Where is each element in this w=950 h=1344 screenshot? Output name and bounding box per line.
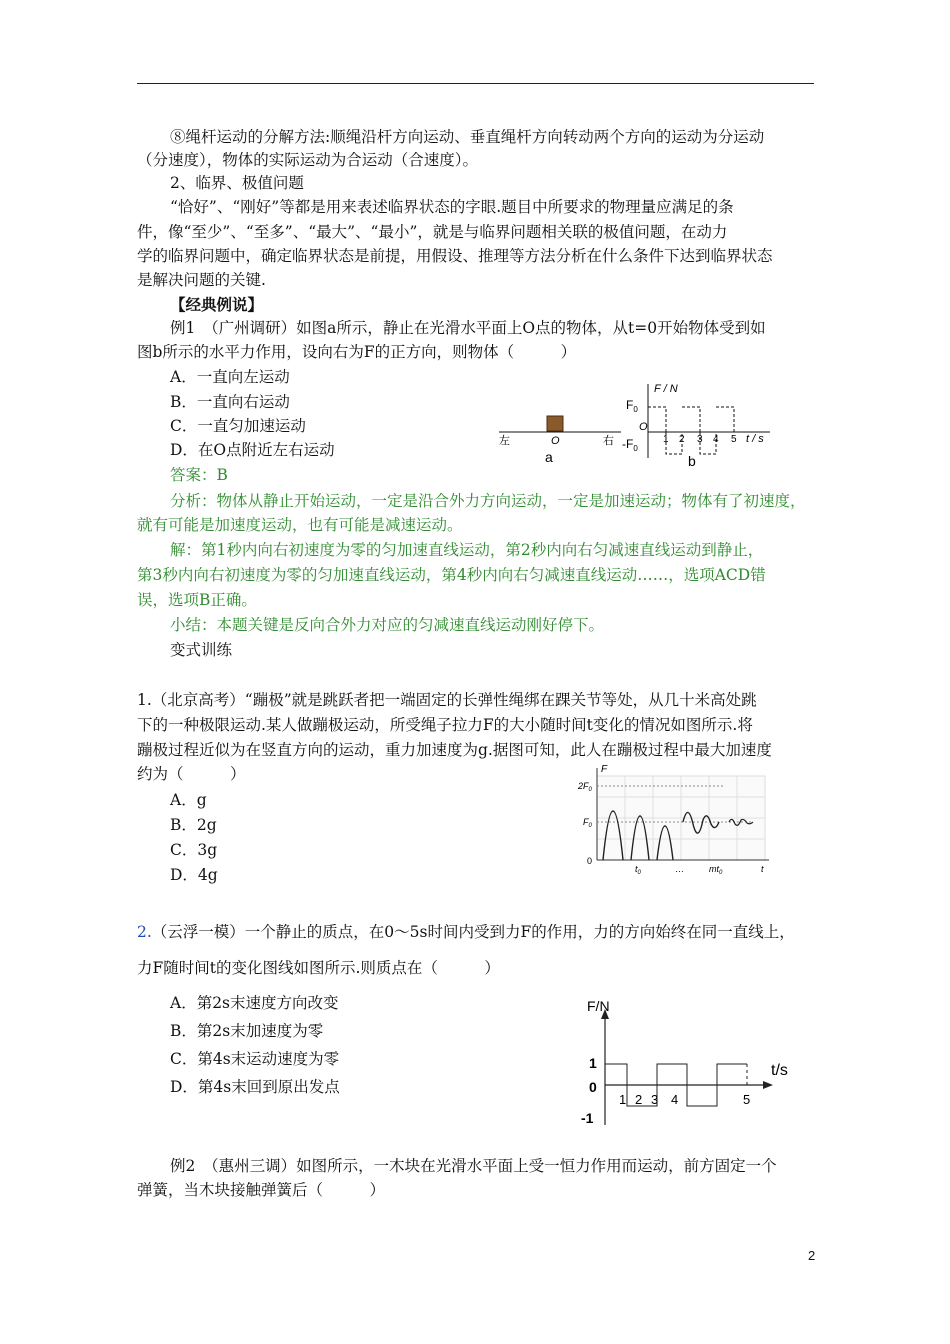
- square-wave: [716, 407, 734, 432]
- example-2-line: 弹簧，当木块接触弹簧后（ ）: [137, 1181, 386, 1199]
- option-b: B．第2s末加速度为零: [170, 1022, 324, 1040]
- header-rule: [137, 83, 814, 84]
- question-1-line: 下的一种极限运动.某人做蹦极运动，所受绳子拉力F的大小随时间t变化的情况如图所示.将: [137, 716, 753, 734]
- answer: 答案：B: [170, 466, 228, 484]
- f-axis-label: F: [601, 764, 608, 775]
- ellipsis-label: …: [675, 864, 684, 874]
- tick-4: 4: [671, 1092, 679, 1107]
- para-line: 是解决问题的关键.: [137, 271, 266, 289]
- summary-line: 小结：本题关键是反向合外力对应的匀减速直线运动刚好停下。: [170, 616, 605, 634]
- question-1-line: 1.（北京高考）“蹦极”就是跳跃者把一端固定的长弹性绳绑在踝关节等处，从几十米高处跳: [137, 691, 757, 709]
- question-2-line: 力F随时间t的变化图线如图所示.则质点在（ ）: [137, 959, 500, 977]
- analysis-line: 分析：物体从静止开始运动，一定是沿合外力方向运动，一定是加速运动；物体有了初速度，: [170, 492, 806, 510]
- force-time-graph: [575, 995, 805, 1130]
- tick-3: 3: [651, 1092, 659, 1107]
- square-wave: [682, 407, 700, 432]
- origin-label: O: [639, 421, 648, 433]
- t-axis-label: t / s: [746, 433, 764, 445]
- option-d: D．第4s末回到原出发点: [170, 1078, 340, 1096]
- f-axis-label: F / N: [654, 383, 678, 395]
- tick-2: 2: [635, 1092, 643, 1107]
- analysis-line: 就有可能是加速度运动，也有可能是减速运动。: [137, 516, 463, 534]
- neg-f0-label: $-F_0$: [622, 437, 638, 453]
- para-line: 件，像“至少”、“至多”、“最大”、“最小”，就是与临界问题相关联的极值问题，在动力: [137, 223, 728, 241]
- two-f0-label: $2F_0$: [578, 781, 592, 793]
- t-axis-arrow: [763, 1081, 773, 1089]
- figure-b: [620, 380, 780, 468]
- option-c: C．第4s末运动速度为零: [170, 1050, 340, 1068]
- option-b: B．一直向右运动: [170, 393, 290, 411]
- solution-line: 解：第1秒内向右初速度为零的匀加速直线运动，第2秒内向右匀减速直线运动到静止，: [170, 541, 764, 559]
- section-title: 【经典例说】: [170, 295, 264, 314]
- t-label: t: [761, 864, 764, 874]
- question-1-line: 蹦极过程近似为在竖直方向的运动，重力加速度为g.据图可知，此人在蹦极过程中最大加速度: [137, 741, 772, 759]
- t-axis-label: t/s: [771, 1062, 788, 1079]
- para-line: “恰好”、“刚好”等都是用来表述临界状态的字眼.题目中所要求的物理量应满足的条: [170, 198, 734, 216]
- example-1-line: 图b所示的水平力作用，设向右为F的正方向，则物体（ ）: [137, 343, 577, 361]
- tick-5: 5: [743, 1092, 751, 1107]
- one-label: 1: [589, 1055, 597, 1071]
- zero-label: 0: [589, 1079, 597, 1095]
- f0-label: $F_0$: [583, 817, 592, 829]
- page-number: 2: [808, 1248, 816, 1263]
- example-2-line: 例2 （惠州三调）如图所示，一木块在光滑水平面上受一恒力作用而运动，前方固定一个: [170, 1157, 777, 1175]
- option-d: D．4g: [170, 866, 218, 884]
- block: [547, 416, 563, 431]
- question-number: 2.: [137, 923, 152, 941]
- para-line: ⑧绳杆运动的分解方法:顺绳沿杆方向运动、垂直绳杆方向转动两个方向的运动为分运动: [170, 128, 765, 146]
- para-line: （分速度），物体的实际运动为合运动（合速度）。: [137, 151, 479, 169]
- figure-a-label: a: [545, 449, 553, 465]
- option-c: C．一直匀加速运动: [170, 417, 306, 435]
- bungee-force-graph: [575, 762, 775, 880]
- question-2-line: [137, 922, 795, 942]
- option-a: A．一直向左运动: [170, 368, 290, 386]
- section-heading: 2、临界、极值问题: [170, 174, 304, 192]
- solution-line: 第3秒内向右初速度为零的匀加速直线运动，第4秒内向右匀减速直线运动……，选项ACD错: [137, 566, 766, 584]
- mt0-label: $mt_0$: [709, 864, 723, 876]
- neg-one-label: -1: [581, 1110, 594, 1126]
- origin-label: O: [551, 435, 560, 447]
- question-text: （云浮一模）一个静止的质点，在0～5s时间内受到力F的作用，力的方向始终在同一直线上，: [151, 923, 795, 941]
- para-line: 学的临界问题中，确定临界状态是前提，用假设、推理等方法分析在什么条件下达到临界状态: [137, 247, 773, 265]
- tick-2: 2: [679, 434, 685, 445]
- option-d: D．在O点附近左右运动: [170, 441, 335, 459]
- option-c: C．3g: [170, 841, 218, 859]
- t0-label: $t_0$: [635, 864, 641, 876]
- figure-b-label: b: [688, 453, 696, 468]
- tick-5: 5: [731, 434, 737, 445]
- square-wave: [648, 407, 666, 432]
- option-a: A．g: [170, 791, 207, 809]
- tick-1: 1: [663, 434, 669, 445]
- left-label: 左: [499, 435, 510, 447]
- tick-3: 3: [697, 434, 703, 445]
- right-label: 右: [603, 435, 614, 447]
- option-b: B．2g: [170, 816, 217, 834]
- option-a: A．第2s末速度方向改变: [170, 994, 339, 1012]
- figure-a: [495, 410, 635, 470]
- tick-1: 1: [619, 1092, 627, 1107]
- zero-label: 0: [587, 856, 593, 866]
- subsection-title: 变式训练: [170, 641, 233, 659]
- solution-line: 误，选项B正确。: [137, 591, 257, 609]
- example-1-line: 例1 （广州调研）如图a所示，静止在光滑水平面上O点的物体，从t=0开始物体受到如: [170, 319, 766, 337]
- f-axis-label: F/N: [587, 998, 610, 1014]
- tick-4: 4: [713, 434, 719, 445]
- f0-label: $F_0$: [626, 398, 638, 414]
- question-1-line: 约为（ ）: [137, 765, 246, 783]
